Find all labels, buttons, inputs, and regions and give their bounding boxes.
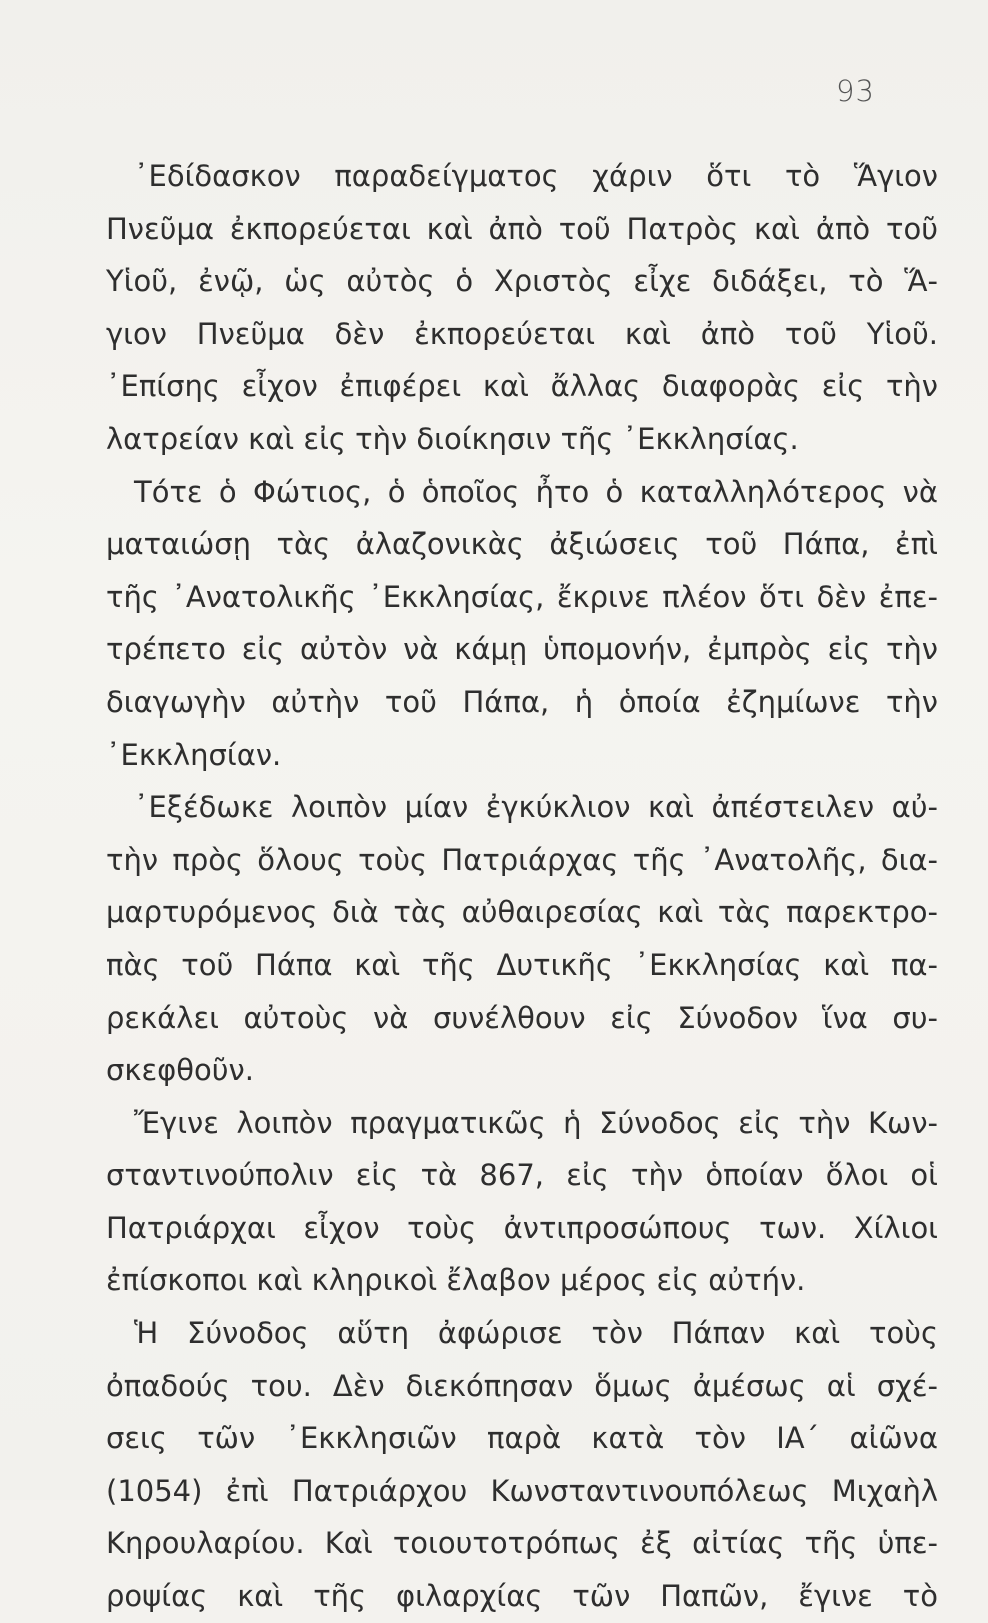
text-line: ὀπαδούς του. Δὲν διεκόπησαν ὅμως ἀμέσως αἱ σχέ- (106, 1368, 938, 1403)
text-line: ἐπίσκοποι καὶ κληρικοὶ ἔλαβον μέρος εἰς αὐτήν. (106, 1263, 806, 1298)
text-line: σεις τῶν ᾿Εκκλησιῶν παρὰ κατὰ τὸν ΙΑ΄ αἰῶνα (106, 1421, 938, 1456)
text-line: ματαιώσῃ τὰς ἀλαζονικὰς ἀξιώσεις τοῦ Πάπα, ἐπὶ (106, 527, 938, 562)
text-line: Ἡ Σύνοδος αὕτη ἀφώρισε τὸν Πάπαν καὶ τοὺς (134, 1316, 938, 1351)
text-line: ρεκάλει αὐτοὺς νὰ συνέλθουν εἰς Σύνοδον ἵνα συ- (106, 1000, 938, 1035)
text-line: Υἱοῦ, ἐνῷ, ὡς αὐτὸς ὁ Χριστὸς εἶχε διδάξει, τὸ Ἅ- (106, 264, 938, 299)
text-line: ροψίας καὶ τῆς φιλαρχίας τῶν Παπῶν, ἔγινε τὸ (106, 1579, 938, 1614)
text-line: ᾿Εδίδασκον παραδείγματος χάριν ὅτι τὸ Ἅγιον (134, 159, 938, 193)
text-line: μαρτυρόμενος διὰ τὰς αὐθαιρεσίας καὶ τὰς παρεκτρο- (106, 895, 938, 930)
body-text (106, 150, 938, 1623)
text-line: Τότε ὁ Φώτιος, ὁ ὁποῖος ἦτο ὁ καταλληλότερος νὰ (134, 474, 938, 509)
text-line: ᾿Επίσης εἶχον ἐπιφέρει καὶ ἄλλας διαφορὰς εἰς τὴν (106, 369, 938, 404)
text-line: διαγωγὴν αὐτὴν τοῦ Πάπα, ἡ ὁποία ἐζημίωνε τὴν (106, 684, 938, 719)
text-line: σκεφθοῦν. (106, 1053, 254, 1088)
text-line: σταντινούπολιν εἰς τὰ 867, εἰς τὴν ὁποίαν ὅλοι οἱ (106, 1158, 938, 1193)
text-line: (1054) ἐπὶ Πατριάρχου Κωνσταντινουπόλεως Μιχαὴλ (106, 1473, 938, 1508)
text-line: λατρείαν καὶ εἰς τὴν διοίκησιν τῆς ᾿Εκκλησίας. (106, 421, 799, 456)
text-line: τῆς ᾿Ανατολικῆς ᾿Εκκλησίας, ἔκρινε πλέον ὅτι δὲν ἐπε- (106, 579, 938, 614)
text-line: ᾿Εκκλησίαν. (106, 737, 282, 772)
text-line: γιον Πνεῦμα δὲν ἐκπορεύεται καὶ ἀπὸ τοῦ Υἱοῦ. (106, 316, 938, 351)
text-line: τρέπετο εἰς αὐτὸν νὰ κάμῃ ὑπομονήν, ἐμπρὸς εἰς τὴν (106, 632, 938, 667)
page-number: 93 (836, 74, 875, 108)
text-line: Ἔγινε λοιπὸν πραγματικῶς ἡ Σύνοδος εἰς τὴν Κων- (134, 1105, 938, 1140)
text-line: Πνεῦμα ἐκπορεύεται καὶ ἀπὸ τοῦ Πατρὸς καὶ ἀπὸ τοῦ (106, 211, 938, 246)
text-line: ᾿Εξέδωκε λοιπὸν μίαν ἐγκύκλιον καὶ ἀπέστειλεν αὐ- (134, 790, 938, 825)
text-line: Πατριάρχαι εἶχον τοὺς ἀντιπροσώπους των. Χίλιοι (106, 1210, 938, 1245)
text-line: τὴν πρὸς ὅλους τοὺς Πατριάρχας τῆς ᾿Ανατολῆς, δια- (106, 842, 938, 877)
text-line: Κηρουλαρίου. Καὶ τοιουτοτρόπως ἐξ αἰτίας τῆς ὑπε- (106, 1526, 938, 1561)
text-line: πὰς τοῦ Πάπα καὶ τῆς Δυτικῆς ᾿Εκκλησίας καὶ πα- (106, 947, 938, 982)
